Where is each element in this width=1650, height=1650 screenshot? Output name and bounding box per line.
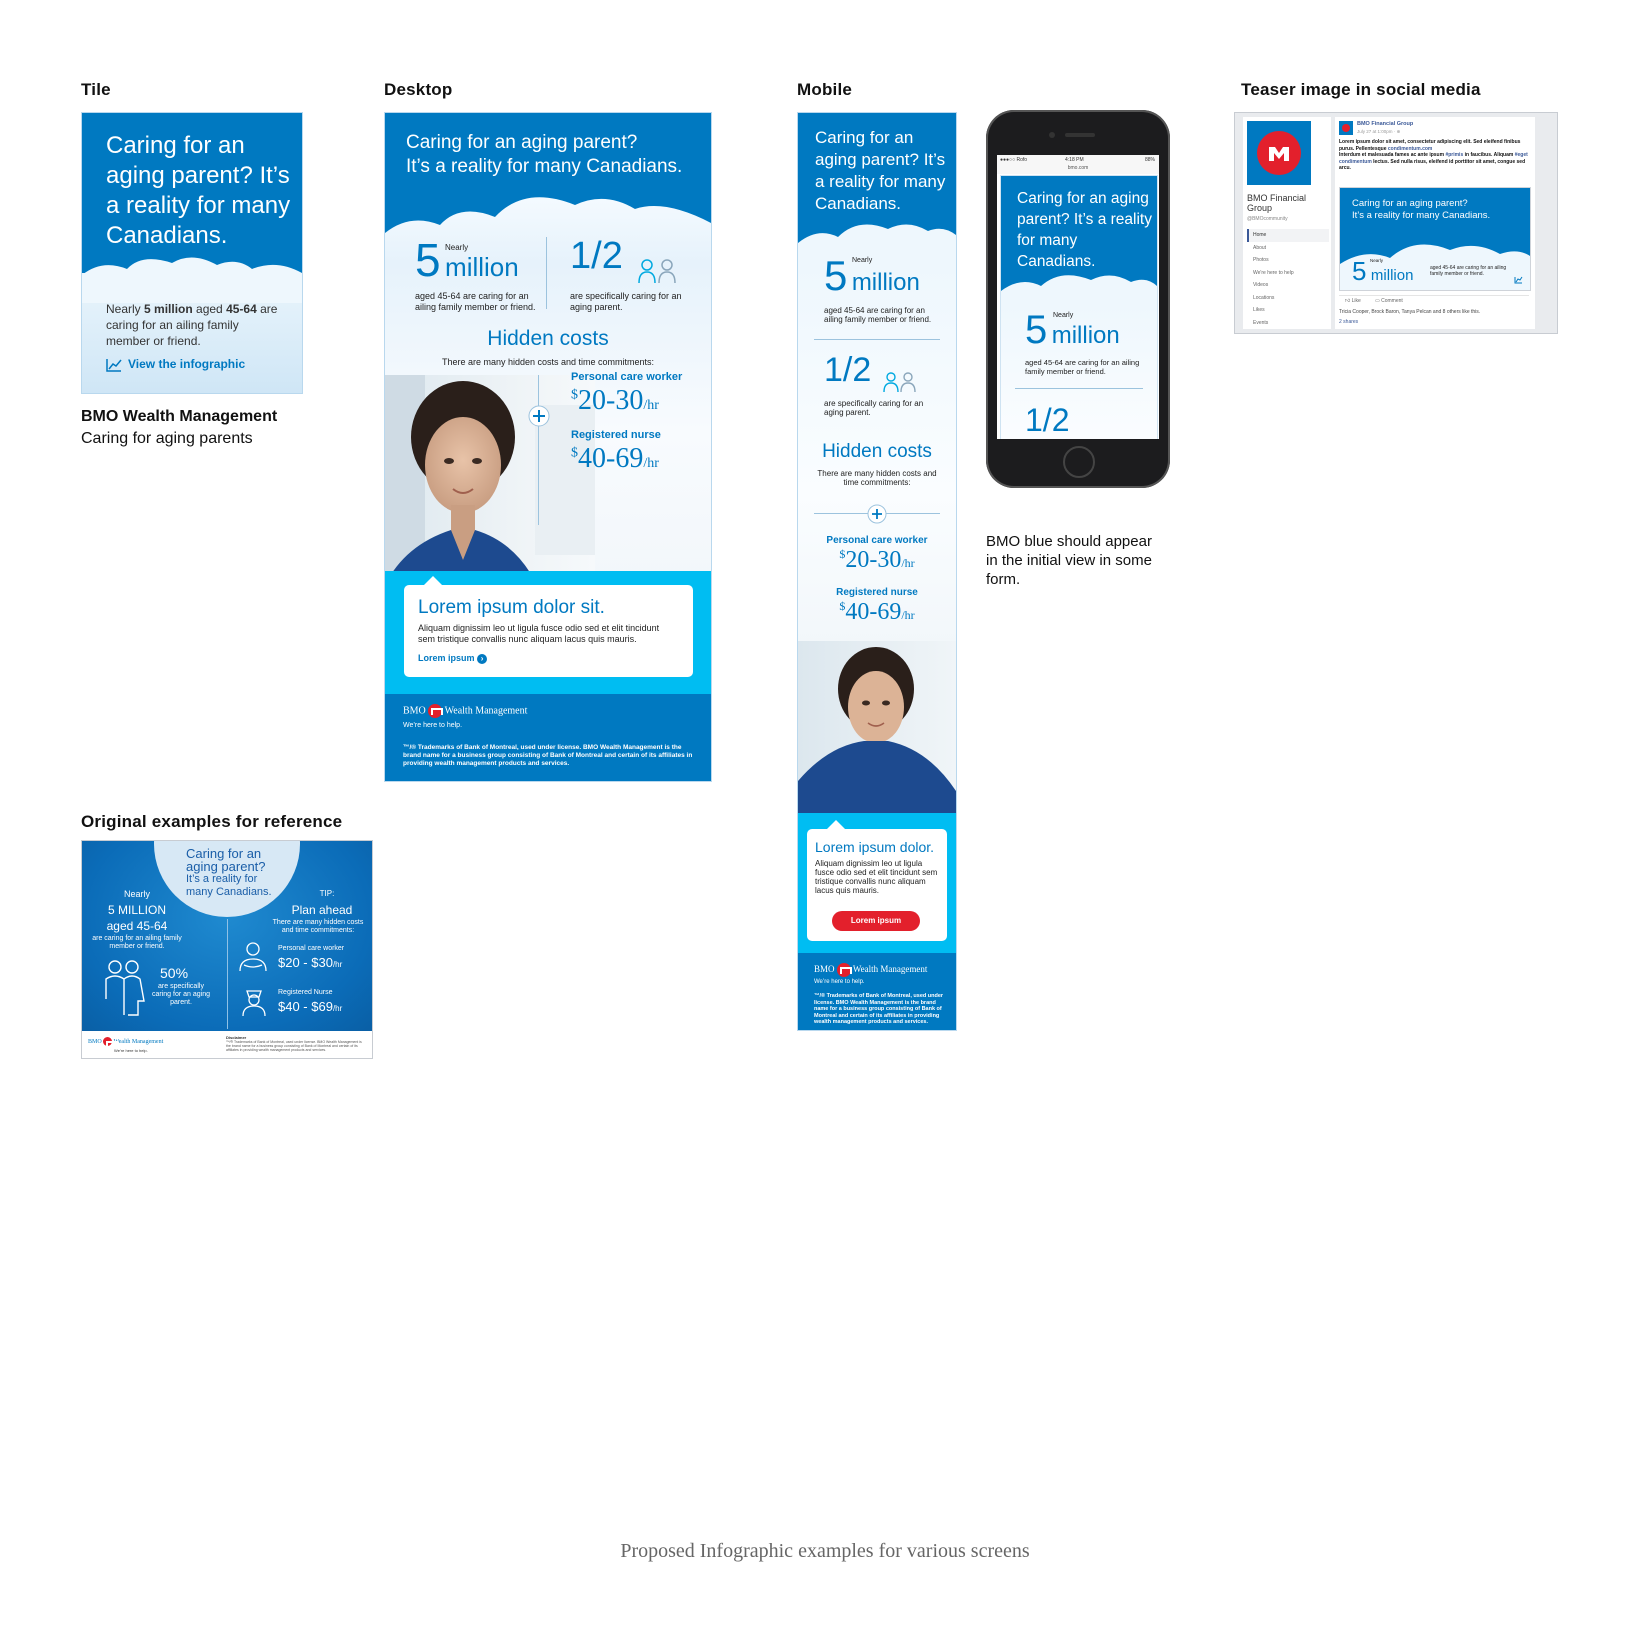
medical-plus-icon	[528, 405, 550, 427]
bmo-roundel-icon	[837, 963, 851, 977]
social-post	[1335, 117, 1535, 329]
caregiver-photo	[798, 641, 956, 813]
mobile-footer-legal: ™/® Trademarks of Bank of Montreal, used under license. BMO Wealth Management is the brand name for a business group consisting of Bank of Montreal and certain of its affiliates in providing wealth management products and services.	[814, 993, 944, 1025]
chart-line-icon	[106, 358, 122, 372]
phone-stat-million: 5 Nearly million	[1025, 308, 1120, 352]
mobile-cost2-value: $40-69/hr	[839, 599, 915, 625]
bmo-roundel-icon	[103, 1037, 112, 1046]
desktop-cost1-label: Personal care worker	[571, 371, 683, 383]
mobile-stat-million: 5 Nearly million	[824, 252, 920, 299]
original-footer-tagline: We’re here to help.	[114, 1048, 148, 1053]
desktop-cost1-value: $20-30/hr	[571, 385, 659, 416]
original-nearly: Nearly	[123, 889, 150, 899]
original-left-desc: are caring for an ailing family member or friend.	[92, 935, 182, 950]
social-nav-item[interactable]: About	[1253, 244, 1267, 251]
tile-cloud	[82, 253, 302, 303]
home-button[interactable]	[1063, 446, 1095, 478]
phone-url-bar[interactable]: bmo.com	[997, 165, 1159, 174]
post-author[interactable]: BMO Financial Group	[1357, 121, 1414, 127]
desktop-stat-half-desc: are specifically caring for an aging parent.	[570, 291, 682, 312]
social-nav	[1247, 229, 1329, 329]
family-icon	[102, 959, 146, 1017]
original-c1-label: Personal care worker	[278, 945, 345, 952]
chevron-right-icon: ›	[477, 654, 487, 664]
social-page-name: BMO Financial Group	[1247, 193, 1307, 213]
desktop-stat-million-desc: aged 45-64 are caring for an ailing family member or friend.	[415, 291, 536, 312]
post-shares[interactable]: 2 shares	[1339, 319, 1359, 325]
desktop-infographic	[384, 112, 712, 782]
mobile-hidden-costs-sub: There are many hidden costs and time commitments:	[817, 469, 937, 487]
desktop-callout-body: Aliquam dignissim leo ut ligula fusce odio sed et elit tincidunt sem tristique convallis nunc aliquam lacus quis mauris.	[418, 623, 660, 644]
mobile-hidden-costs-title: Hidden costs	[822, 441, 932, 462]
phone-headline: Caring for an aging parent? It’s a reality for many Canadians.	[1017, 190, 1152, 270]
mobile-callout	[807, 829, 947, 941]
social-nav-item[interactable]: Likes	[1253, 307, 1265, 313]
desktop-footer-tagline: We’re here to help.	[403, 722, 463, 729]
social-handle: @BMOcommunity	[1247, 216, 1288, 222]
post-card-stat-desc: aged 45-64 are caring for an ailing family member or friend.	[1430, 265, 1507, 277]
phone-screen	[997, 155, 1159, 439]
original-aged: aged 45-64	[106, 919, 168, 933]
view-infographic-link[interactable]	[106, 357, 245, 372]
mobile-stat-half-desc: are specifically caring for an aging parent.	[824, 399, 924, 417]
desktop-hidden-costs-title: Hidden costs	[487, 327, 609, 350]
desktop-hidden-costs-sub: There are many hidden costs and time commitments:	[441, 357, 655, 367]
original-pct-desc: are specifically caring for an aging parent.	[152, 983, 210, 1006]
phone-note: BMO blue should appear in the initial view in some form.	[986, 533, 1152, 588]
social-nav-item[interactable]: Videos	[1253, 282, 1269, 288]
page-caption: Proposed Infographic examples for various screens	[620, 1540, 1030, 1562]
post-liked-by: Tricia Cooper, Brock Baron, Tanya Pelcan and 8 others like this.	[1339, 309, 1481, 315]
desktop-callout-link-label: Lorem ipsum	[418, 653, 475, 663]
original-headline: Caring for an aging parent? It’s a reality for many Canadians.	[186, 846, 272, 898]
medical-plus-icon	[867, 504, 887, 524]
social-avatar[interactable]	[1247, 121, 1311, 185]
desktop-cost2-label: Registered nurse	[571, 429, 661, 441]
post-card[interactable]	[1339, 187, 1531, 291]
desktop-callout	[404, 585, 693, 677]
tile-headline: Caring for an aging parent? It’s a reality for many Canadians.	[106, 132, 291, 249]
desktop-headline: Caring for an aging parent? It’s a reality for many Canadians.	[406, 132, 683, 177]
mobile-callout-button[interactable]: Lorem ipsum	[832, 911, 920, 931]
tile-card[interactable]	[81, 112, 303, 394]
bmo-roundel-icon	[428, 704, 442, 718]
phone-stat-half: 1/2	[1025, 402, 1070, 438]
section-title-teaser: Teaser image in social media	[1241, 80, 1481, 99]
mobile-callout-title: Lorem ipsum dolor.	[815, 839, 935, 855]
original-footer-logo: BMO Wealth Management	[88, 1038, 164, 1045]
section-title-original: Original examples for reference	[81, 812, 343, 831]
like-button[interactable]: 👍︎ Like	[1345, 298, 1361, 304]
social-sidebar	[1243, 117, 1331, 329]
original-c1-value: $20 - $30/hr	[278, 955, 343, 970]
original-c2-value: $40 - $69/hr	[278, 999, 343, 1014]
desktop-callout-link[interactable]	[418, 653, 487, 664]
section-title-mobile: Mobile	[797, 80, 853, 99]
mobile-cost1-value: $20-30/hr	[839, 547, 915, 573]
post-text: Lorem ipsum dolor sit amet, consectetur adipiscing elit. Sed eleifend finibus purus. Pellentesque condimentum.com Interdum et malesuada fames ac ante ipsum #primis in faucibus. Aliquam #eget condimentum lectus. Sed nulla risus, eleifend id porttitor sit amet, congue sed arcu.	[1339, 139, 1528, 171]
original-footer-legal: ™/® Trademarks of Bank of Montreal, used under license. BMO Wealth Management is the brand name for a business group consisting of Bank of Montreal and certain of its affiliates in providing wealth management products and services.	[226, 1040, 362, 1053]
comment-button[interactable]: ▭ Comment	[1375, 298, 1403, 304]
desktop-cost2-value: $40-69/hr	[571, 443, 659, 474]
tile-caption-sub: Caring for aging parents	[81, 430, 253, 447]
original-tip-title: Plan ahead	[291, 903, 353, 917]
mobile-stat-million-desc: aged 45-64 are caring for an ailing family member or friend.	[824, 306, 932, 324]
mobile-headline: Caring for an aging parent? It’s a reality for many Canadians.	[815, 128, 946, 213]
view-infographic-label: View the infographic	[128, 357, 246, 371]
mobile-footer-logo: BMO Wealth Management	[814, 963, 927, 977]
desktop-footer	[385, 694, 711, 781]
section-title-tile: Tile	[81, 80, 111, 99]
social-nav-item[interactable]: We're here to help	[1253, 269, 1294, 276]
mobile-footer-tagline: We’re here to help.	[814, 979, 865, 985]
mobile-infographic	[797, 112, 957, 1031]
desktop-stat-half: 1/2	[570, 235, 623, 277]
post-card-stat: 5 Nearly million	[1352, 256, 1414, 286]
original-disclaimer-title: Disclaimer	[226, 1035, 247, 1040]
comment-icon: ▭	[1375, 298, 1380, 304]
phone-status-bar: ●●●○○ Rofo 4:18 PM 88%	[997, 155, 1159, 165]
mobile-cost1-label: Personal care worker	[826, 535, 928, 546]
camera-icon	[1049, 132, 1055, 138]
tile-body: Nearly 5 million aged 45-64 are caring for an ailing family member or friend.	[106, 302, 278, 348]
original-c2-label: Registered Nurse	[278, 989, 333, 996]
desktop-stat-million: 5 Nearly million	[415, 234, 519, 286]
desktop-callout-title: Lorem ipsum dolor sit.	[418, 597, 605, 618]
original-pct: 50%	[160, 965, 189, 981]
desktop-footer-legal: ™/® Trademarks of Bank of Montreal, used under license. BMO Wealth Management is the brand name for a business group consisting of Bank of Montreal and certain of its affiliates in providing wealth management products and services.	[403, 744, 693, 767]
mobile-cost2-label: Registered nurse	[836, 587, 918, 598]
social-nav-item[interactable]: Home	[1247, 229, 1329, 242]
chart-line-icon	[1514, 276, 1523, 284]
bmo-roundel-icon	[1257, 131, 1301, 175]
social-teaser	[1234, 112, 1558, 334]
social-nav-item[interactable]: Locations	[1253, 294, 1275, 301]
desktop-stat-divider	[546, 237, 547, 309]
original-tip-desc: There are many hidden costs and time commitments:	[272, 919, 364, 934]
mobile-footer	[798, 953, 956, 1030]
desktop-footer-logo: BMO Wealth Management	[403, 705, 528, 717]
phone-stat-desc: aged 45-64 are caring for an ailing family member or friend.	[1025, 358, 1140, 376]
people-icon	[637, 258, 679, 284]
social-nav-item[interactable]: Photos	[1253, 257, 1269, 263]
post-time: July 27 at 1:00pm · ⊕	[1357, 129, 1401, 134]
phone-mockup	[986, 110, 1170, 488]
original-million: 5 MILLION	[107, 903, 167, 917]
mobile-stat-half: 1/2	[824, 351, 872, 389]
caregiver-icon	[236, 939, 270, 973]
tile-caption-title: BMO Wealth Management	[81, 408, 278, 425]
post-avatar	[1339, 121, 1353, 135]
section-title-desktop: Desktop	[384, 80, 453, 99]
post-card-headline: Caring for an aging parent? It’s a reality for many Canadians.	[1352, 198, 1491, 221]
mobile-callout-body: Aliquam dignissim leo ut ligula fusce odio sed et elit tincidunt sem tristique convallis nunc aliquam lacus quis mauris.	[815, 859, 938, 895]
people-icon	[882, 371, 918, 393]
social-nav-item[interactable]: Events	[1253, 319, 1269, 326]
nurse-icon	[240, 985, 268, 1017]
thumbs-up-icon: 👍︎	[1345, 298, 1351, 304]
original-tip: TIP:	[319, 889, 335, 898]
original-example	[81, 840, 373, 1059]
